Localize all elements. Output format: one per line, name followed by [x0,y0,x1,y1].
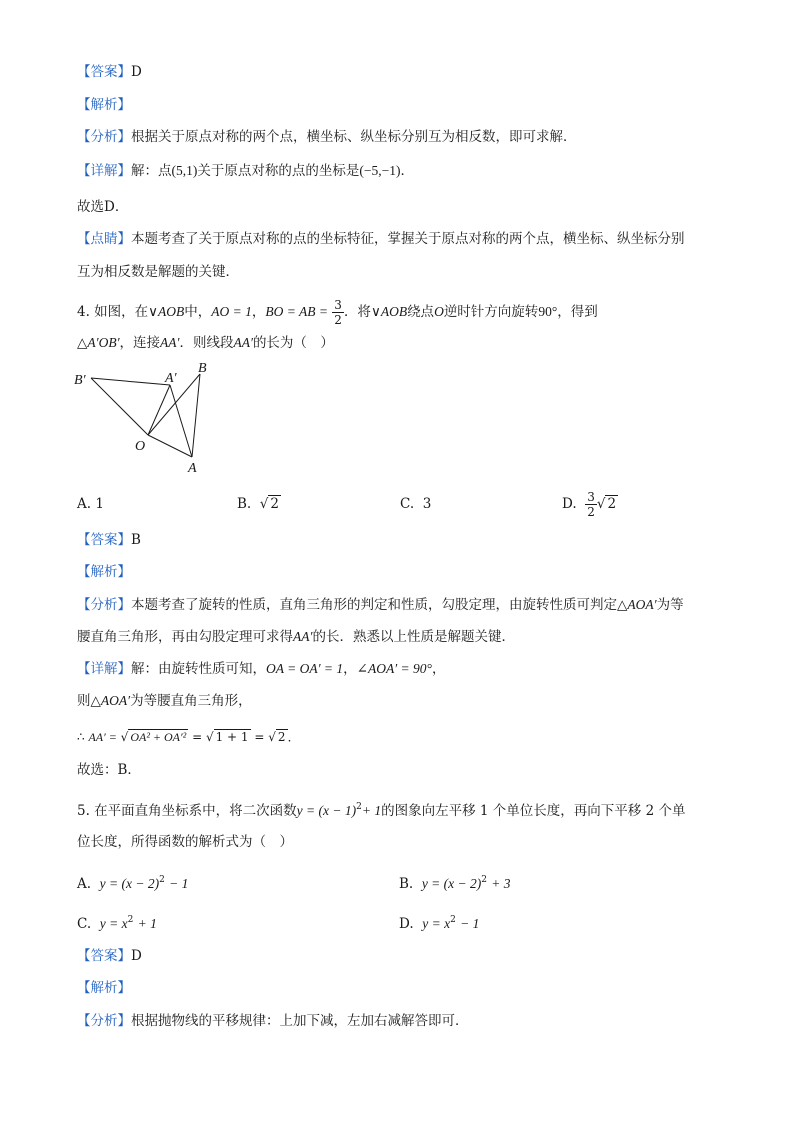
xiangjie-text: 解：点 [131,163,172,179]
q4-option-c[interactable] [400,494,431,514]
triangle-aob: ∨AOB [148,304,185,319]
q5-stem-line1 [77,797,685,821]
fraction-three-halves [332,298,344,327]
xiangjie-text: 关于原点对称的点的坐标是 [197,163,360,179]
q4-stem-line2 [77,333,334,353]
q4-calculation: ∴ AA′ = √ OA² + OA′² = √ 1 + 1 = √ 2 ． [77,730,300,744]
q4-option-d[interactable]: D. $\frac{3}{2}$ √ 2 [562,490,617,519]
dianjing-tag: 【点睛】 [77,231,131,247]
option-label: A. [77,876,92,892]
equals: = [192,730,203,744]
q4-then [77,691,252,711]
analysis-tag: 【解析】 [77,564,131,580]
fenxi-text: 腰直角三角形，再由勾股定理可求得 [77,629,293,645]
q5-option-b[interactable] [399,870,511,894]
stem-text: 中， [184,304,212,320]
stem-text: 的长为（ ） [252,335,334,351]
oa-equation: OA = OA′ = 1 [266,661,344,676]
q3-analysis-heading [77,95,131,115]
q3-choose: 故选D． [77,199,129,215]
option-value: 2 [607,496,617,512]
q4-fenxi [77,595,684,615]
option-label: C. [77,916,92,932]
q5-answer [77,946,142,966]
q5-option-c[interactable] [77,910,157,934]
option-fraction [585,490,597,519]
stem-text: ，连接 [119,335,161,351]
exponent: 2 [356,802,362,812]
ao-equation: AO = 1 [211,304,252,319]
rotation-figure [70,362,220,477]
triangle-aoa-prime: △AOA′ [90,693,131,708]
q3-answer [77,62,142,82]
label-o: O [135,439,146,454]
option-label: C. [400,496,415,512]
q4-option-a[interactable] [77,494,104,514]
dianjing-text: 本题考查了关于原点对称的点的坐标特征，掌握关于原点对称的两个点，横坐标、纵坐标分别 [131,231,685,247]
q3-xiangjie [77,161,414,181]
q5-fenxi [77,1011,469,1031]
point-o: O [434,304,444,319]
q4-stem-line1 [77,298,598,327]
numerator: 3 [587,490,595,504]
segment-b-a [192,374,200,457]
function-tail: + 1 [361,803,382,818]
calc-lhs: AA′ = [88,730,117,744]
q5-option-d[interactable] [399,910,479,934]
answer-value: D [131,64,142,80]
q4-xiangjie [77,659,445,679]
fenxi-tag: 【分析】 [77,129,131,145]
q4-analysis-heading [77,562,131,582]
point-coordinate: (5,1) [171,163,198,178]
then-text: 则 [77,693,91,709]
q5-option-a[interactable] [77,870,188,894]
segment-aa-prime: AA′ [160,335,180,350]
q4-option-b[interactable]: B. √ 2 [237,496,279,512]
q5-stem-line2: 位长度，所得函数的解析式为（ ） [77,834,293,850]
xiangjie-tag: 【详解】 [77,163,131,179]
equals: = [254,730,265,744]
answer-tag: 【答案】 [77,948,131,964]
stem-text: 绕点 [407,304,435,320]
fenxi-text: 本题考查了旋转的性质，直角三角形的判定和性质，勾股定理，由旋转性质可判定 [131,597,617,613]
label-b-prime: B′ [74,373,86,388]
analysis-tag: 【解析】 [77,97,131,113]
numerator: 3 [334,298,342,312]
exponent: 2 [481,875,487,885]
stem-text: 的图象向左平移 1 个单位长度，再向下平移 2 个单 [381,803,686,819]
option-expression: y = (x − 2) [421,876,482,891]
option-tail: − 1 [169,876,189,891]
option-expression: y = x [99,916,128,931]
triangle-aob: ∨AOB [370,304,408,319]
stem-text: ．则线段 [179,335,234,351]
therefore-symbol: ∴ [77,730,85,744]
angle-equation: ∠AOA′ = 90° [356,661,432,676]
option-label: B. [399,876,414,892]
fenxi-text: 根据关于原点对称的两个点，横坐标、纵坐标分别互为相反数，即可求解． [131,129,577,145]
segment-aa-prime: AA′ [293,629,313,644]
segment-o-a [148,435,192,457]
option-tail: + 3 [491,876,511,891]
fenxi-tag: 【分析】 [77,597,131,613]
xiangjie-tag: 【详解】 [77,661,131,677]
radicand-1: OA² + OA′² [130,730,187,744]
stem-text: ， [251,304,266,320]
radicand-3: 2 [277,730,286,744]
label-b: B [198,362,207,376]
q4-answer [77,530,141,550]
fenxi-tag: 【分析】 [77,1013,131,1029]
answer-tag: 【答案】 [77,532,131,548]
fenxi-text: 为等 [656,597,684,613]
label-a-prime: A′ [165,371,177,386]
answer-tag: 【答案】 [77,64,131,80]
triangle-aob-prime: △A′OB′ [77,335,120,350]
denominator: 2 [587,505,595,519]
q5-analysis-heading [77,978,131,998]
q4-fenxi-cont [77,627,515,647]
stem-text: 逆时针方向旋转 [443,304,539,320]
period: ． [287,730,300,744]
segment-b-prime-a-prime [91,378,170,385]
xiangjie-text: ， [431,661,446,677]
option-tail: + 1 [137,916,157,931]
result-coordinate: (−5,−1) [359,163,401,178]
option-tail: − 1 [460,916,480,931]
q4-choose: 故选：B． [77,762,141,778]
label-a: A [188,461,197,476]
stem-text: 4. 如图，在 [77,304,149,320]
option-label: D. [562,496,577,512]
fenxi-text: 根据抛物线的平移规律：上加下减，左加右减解答即可． [131,1013,469,1029]
option-expression: y = x [422,916,451,931]
q3-dianjing [77,229,685,249]
option-value: 2 [270,496,279,512]
xiangjie-text: 解：由旋转性质可知， [131,661,266,677]
option-value: 3 [422,496,432,512]
bo-equation: BO = AB = [265,304,328,319]
xiangjie-text: ． [400,163,414,179]
triangle-aoa-prime: △AOA′ [617,597,657,612]
option-label: A. [77,496,92,512]
option-label: D. [399,916,414,932]
exponent: 2 [450,915,456,925]
exponent: 2 [159,875,165,885]
denominator: 2 [334,313,342,327]
stem-text: 5. 在平面直角坐标系中，将二次函数 [77,803,297,819]
option-label: B. [237,496,252,512]
q3-dianjing-cont: 互为相反数是解题的关键． [77,264,239,280]
exponent: 2 [127,915,134,925]
rotation-angle: 90° [538,304,558,319]
then-text: 为等腰直角三角形， [130,693,252,709]
analysis-tag: 【解析】 [77,980,131,996]
function-expression: y = (x − 1) [296,803,357,818]
segment-aa-prime: AA′ [233,335,253,350]
segment-o-a-prime [148,385,170,435]
radicand-2: 1 + 1 [215,730,249,744]
option-value: 1 [95,496,104,512]
q3-fenxi [77,127,577,147]
stem-text: ．将 [343,304,371,320]
fenxi-text: 的长．熟悉以上性质是解题关键． [312,629,515,645]
stem-text: ，得到 [557,304,598,320]
xiangjie-text: ， [343,661,357,677]
answer-value: B [131,532,141,548]
option-expression: y = (x − 2) [99,876,160,891]
segment-b-prime-o [91,378,148,435]
answer-value: D [131,948,142,964]
